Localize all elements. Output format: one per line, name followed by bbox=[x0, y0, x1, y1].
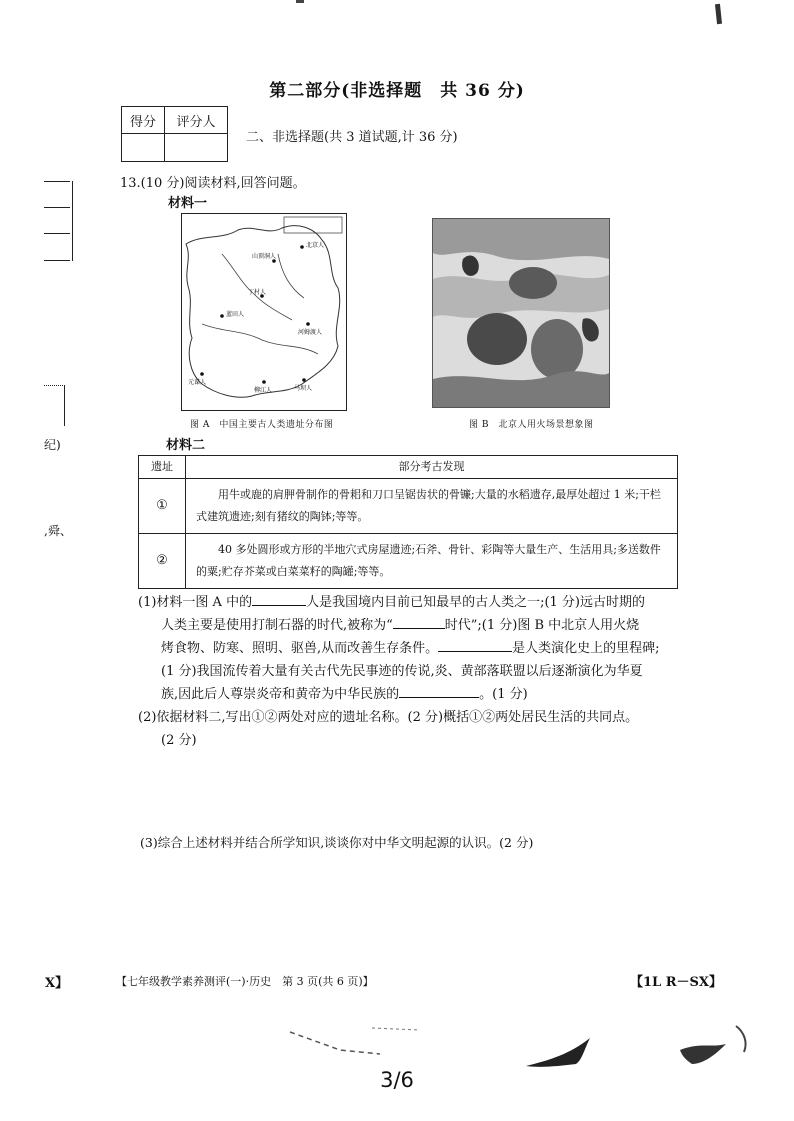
figure-b-caption: 图 B 北京人用火场景想象图 bbox=[469, 420, 594, 430]
peking-man-fire-scene bbox=[433, 219, 609, 407]
sub-question-3: (3)综合上述材料并结合所学知识,谈谈你对中华文明起源的认识。(2 分) bbox=[140, 835, 534, 850]
china-map-sketch bbox=[182, 214, 346, 410]
figure-a-map bbox=[181, 213, 347, 411]
table-header-site: 遗址 bbox=[139, 456, 186, 479]
margin-mark-2: ,舜、 bbox=[44, 524, 72, 538]
blank-milestone[interactable] bbox=[438, 638, 512, 652]
figure-a-caption: 图 A 中国主要古人类遗址分布图 bbox=[190, 420, 334, 430]
question-13-stem: 13.(10 分)阅读材料,回答问题。 bbox=[120, 176, 306, 191]
archaeology-table bbox=[138, 455, 678, 589]
blank-ancestor[interactable] bbox=[399, 684, 479, 698]
answer-area-2[interactable] bbox=[138, 752, 678, 822]
material-1-label: 材料一 bbox=[168, 196, 208, 211]
part-title: 第二部分(非选择题 共 36 分) bbox=[269, 81, 525, 101]
score-box bbox=[121, 106, 228, 162]
map-label: 蓝田人 bbox=[226, 311, 245, 318]
score-cell[interactable] bbox=[122, 134, 165, 162]
table-row bbox=[139, 534, 678, 589]
site-id-2: ② bbox=[139, 534, 186, 589]
map-label: 马坝人 bbox=[294, 385, 313, 392]
map-label: 丁村人 bbox=[248, 289, 267, 296]
site-findings-2: 40 多处圆形或方形的半地穴式房屋遗迹;石斧、骨针、彩陶等大量生产、生活用具;多送数件的粟;贮存芥菜或白菜菜籽的陶罐;等等。 bbox=[186, 534, 678, 589]
site-id-1: ① bbox=[139, 479, 186, 534]
footer-left: X】 bbox=[45, 976, 69, 991]
blank-era[interactable] bbox=[393, 615, 445, 629]
map-label: 元谋人 bbox=[188, 379, 207, 386]
site-findings-1: 用牛或鹿的肩胛骨制作的骨耜和刀口呈锯齿状的骨镰;大量的水稻遗存,最厚处超过 1 米;干栏式建筑遗迹;刻有猪纹的陶钵;等等。 bbox=[186, 479, 678, 534]
blank-hominid[interactable] bbox=[252, 592, 306, 606]
figure-b-image bbox=[432, 218, 610, 408]
answer-area-3[interactable] bbox=[138, 860, 678, 950]
footer-right: 【1L R－SX】 bbox=[630, 975, 722, 990]
table-row bbox=[139, 479, 678, 534]
score-label: 得分 bbox=[122, 107, 165, 134]
map-label: 北京人 bbox=[306, 242, 325, 249]
margin-mark-1: 纪) bbox=[44, 438, 61, 452]
binding-bracket bbox=[44, 181, 73, 261]
grader-label: 评分人 bbox=[165, 107, 228, 134]
section-heading: 二、非选择题(共 3 道试题,计 36 分) bbox=[246, 130, 458, 145]
scan-mark-top bbox=[296, 0, 304, 3]
scan-mark-top-right bbox=[715, 4, 722, 24]
map-label: 山顶洞人 bbox=[252, 253, 277, 260]
map-label: 河姆渡人 bbox=[298, 329, 323, 336]
sub-question-1: (1)材料一图 A 中的 人是我国境内目前已知最早的古人类之一;(1 分)远古时期的 人类主要是使用打制石器的时代,被称为“ 时代”;(1 分)图 B 中北京人用火烧 烤食物、防寒、照明、驱兽,从而改善生存条件。 是人类演化史上的里程碑; (1 分)我国流传着大量有关古代先民事迹的传说,炎、黄部落联盟以后逐渐演化为华夏 族,因此后人尊崇炎帝和黄帝为中华民族的 。(1 分) bbox=[138, 591, 678, 706]
material-2-label: 材料二 bbox=[166, 438, 206, 453]
grader-cell[interactable] bbox=[165, 134, 228, 162]
footer-center: 【七年级教学素养测评(一)·历史 第 3 页(共 6 页)】 bbox=[116, 975, 374, 988]
page-number: 3/6 bbox=[380, 1068, 414, 1092]
map-label: 柳江人 bbox=[254, 387, 273, 394]
table-header-findings: 部分考古发现 bbox=[186, 456, 678, 479]
sub-question-2: (2)依据材料二,写出①②两处对应的遗址名称。(2 分)概括①②两处居民生活的共同点。 (2 分) bbox=[138, 710, 639, 748]
binding-bracket-lower bbox=[44, 385, 65, 426]
